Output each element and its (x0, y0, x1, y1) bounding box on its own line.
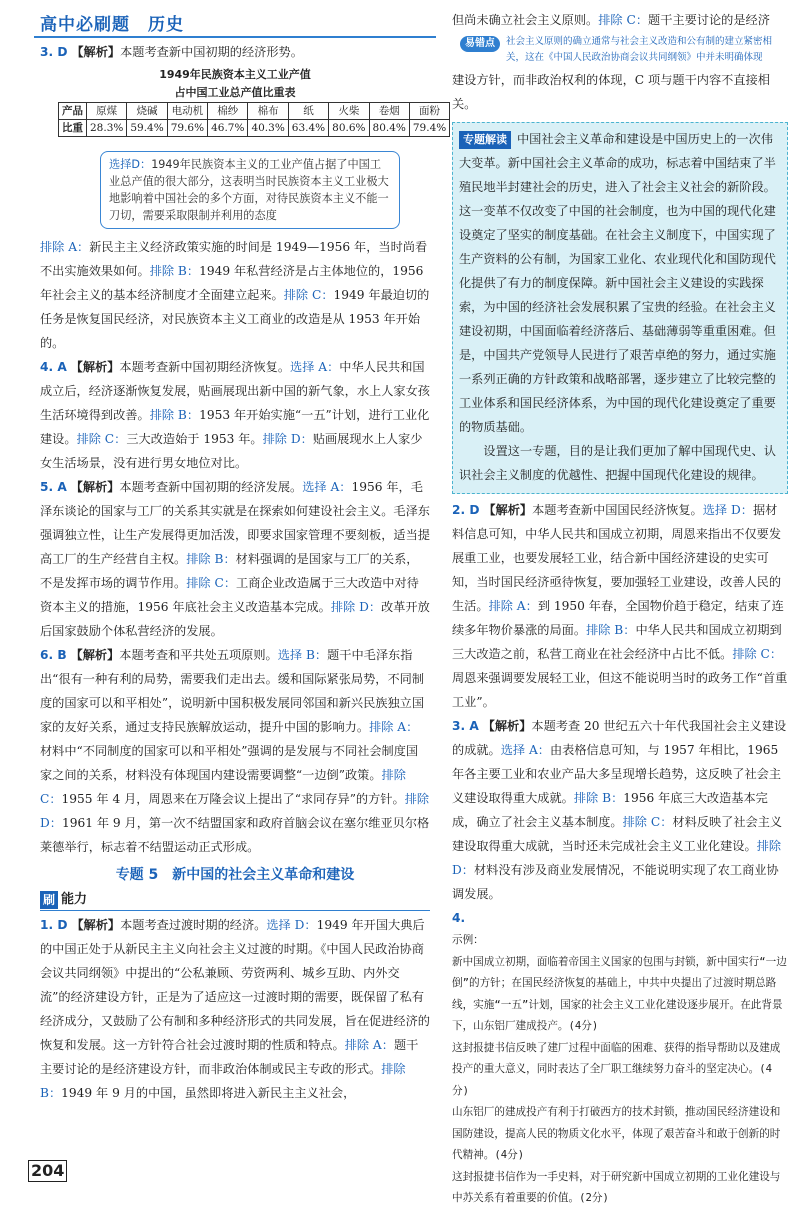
exclude-text: 工商企业改造属于三大改造中对待资本主义的措施，1956 年底社会主义改造基本完成。 (40, 576, 419, 614)
exclude-text: 题干主要讨论的是经济 (648, 13, 770, 27)
select-text: 中华人民共和国成立后，经济逐渐恢复发展，贴画展现出新中国的新气象，水上人家女孩生活环境得到改善。 (40, 360, 430, 422)
answer-3 (40, 40, 447, 355)
exclude-label: 排除 C： (732, 647, 783, 661)
exclude-label: 排除 C： (186, 576, 237, 590)
ability-label: 能力 (61, 891, 88, 907)
select-label: 选择 A： (290, 360, 340, 374)
answer-5 (40, 475, 430, 643)
exclude-text: 1953 年开始实施“一五”计划，进行工业化建设。 (40, 408, 430, 446)
exclude-text: 新民主主义经济政策实施的时间是 1949—1956 年，当时尚看不出实施效果如何。 (40, 240, 428, 278)
example-paragraph: 山东铝厂的建成投产有利于打破西方的技术封锁，推动国民经济建设和国防建设，提高人民的物质文化水平，体现了艰苦奋斗和敢于创新的时代精神。(4分) (452, 1106, 781, 1161)
exclude-label: 排除 C： (598, 13, 649, 27)
header-title: 高中必刷题 历史 (40, 15, 184, 35)
analysis-tag: 【解析】 (71, 918, 121, 932)
table-cell: 纸 (288, 103, 328, 120)
analysis-tag: 【解析】 (482, 719, 532, 733)
analysis-tag: 【解析】 (70, 360, 120, 374)
table-cell: 46.7% (208, 120, 248, 137)
example-paragraph: 这封报捷书信作为一手史料，对于研究新中国成立初期的工业化建设与中苏关系有着重要的价值。(2分) (452, 1170, 781, 1204)
exclude-text: 1949 年私营经济是占主体地位的，1956 年社会主义的基本经济制度才全面建立起来。 (40, 264, 424, 302)
chart-title-1: 1949年民族资本主义工业产值 (159, 68, 311, 81)
exclude-label: 排除 C： (76, 432, 127, 446)
select-label: 选择 D： (266, 918, 317, 932)
exclude-label: 排除 B： (40, 1062, 406, 1100)
answer-number: 3. D (40, 45, 68, 59)
answer-text: 本题考查新中国初期的经济发展。 (119, 480, 303, 494)
table-cell: 79.6% (167, 120, 207, 137)
exclude-label: 排除 D： (40, 792, 430, 830)
answer-number: 2. D (452, 503, 480, 517)
table-cell: 火柴 (329, 103, 369, 120)
example-paragraph: 这封报捷书信反映了建厂过程中面临的困难、获得的指导帮助以及建成投产的重大意义，同时表达了全厂职工继续努力奋斗的坚定决心。(4分) (452, 1041, 781, 1097)
exclude-text: 贴画展现水上人家少女生活场景，没有进行男女地位对比。 (40, 432, 423, 470)
analysis-tag: 【解析】 (483, 503, 533, 517)
answer-6 (40, 643, 430, 859)
exclude-label: 排除 B： (149, 264, 200, 278)
answer-2 (452, 498, 788, 714)
table-cell: 卷烟 (369, 103, 409, 120)
select-label: 选择 A： (302, 480, 352, 494)
table-cell: 原煤 (87, 103, 127, 120)
answer-number: 4. A (40, 360, 67, 374)
exclude-text: 1955 年 4 月，周恩来在万隆会议上提出了“求同存异”的方针。 (61, 792, 405, 806)
exclude-text: 1956 年底三大改造基本完成，确立了社会主义基本制度。 (452, 791, 768, 829)
table-cell: 电动机 (167, 103, 207, 120)
analysis-tag: 【解析】 (71, 45, 121, 59)
example-answer (452, 930, 788, 1210)
callout-box (100, 151, 400, 229)
exclude-label: 排除 D： (452, 839, 782, 877)
select-label: 选择 D： (702, 503, 753, 517)
table-cell: 面粉 (409, 103, 449, 120)
table-row (59, 120, 450, 137)
exclude-label: 排除 C： (622, 815, 673, 829)
answer-3-right (452, 714, 788, 906)
table-cell: 59.4% (127, 120, 167, 137)
select-label: 选择 A： (500, 743, 550, 757)
ability-bar (40, 889, 430, 911)
answer-text: 本题考查新中国初期的经济形势。 (120, 45, 303, 59)
table-cell: 烧碱 (127, 103, 167, 120)
table-cell: 40.3% (248, 120, 288, 137)
exclude-label: 排除 A： (40, 240, 90, 254)
answer-number: 3. A (452, 719, 479, 733)
header-rule (34, 36, 436, 38)
select-text: 由表格信息可知，与 1957 年相比，1965 年各主要工业和农业产品大多呈现增长趋势，这反映了社会主义建设取得重大成就。 (452, 743, 782, 805)
exclude-label: 排除 A： (369, 720, 419, 734)
answer-4 (40, 355, 430, 475)
exclude-text: 1961 年 9 月，第一次不结盟国家和政府首脑会议在塞尔维亚贝尔格莱德举行，标志着不结盟运动正式形成。 (40, 816, 430, 854)
answer-number: 6. B (40, 648, 67, 662)
select-text: 题干中毛泽东指出“很有一种有利的局势，需要我们走出去。缓和国际紧张局势，不同制度的国家可以和平相处”，说明新中国积极发展同邻国和新兴民族独立国家的友好关系，通过支持民族解放运动，提升中国的影响力。 (40, 648, 425, 734)
exclude-text: 材料强调的是国家与工厂的关系，不是发挥市场的调节作用。 (40, 552, 419, 590)
select-text: 据材料信息可知，中华人民共和国成立初期，周恩来指出不仅要发展重工业，也要发展轻工业，结合新中国经济建设的史实可知，当时国民经济亟待恢复，要加强轻工业建设，改善人民的生活。 (452, 503, 782, 613)
exclude-text: 中华人民共和国成立初期到三大改造之前，私营工商业在社会经济中占比不低。 (452, 623, 782, 661)
select-text: 1949 年开国大典后的中国正处于从新民主主义向社会主义过渡的时期。《中国人民政治协商会议共同纲领》中提出的“公私兼顾、劳资两利、城乡互助、内外交流”的经济建设方针，正是为了适应这一过渡时期的需要，既保留了私有经济成分，又鼓励了公有制和多种经济形式的共同发展，旨在促进经济的恢复和发展。这一方针符合社会过渡时期的性质和特点。 (40, 918, 430, 1052)
topic-interpretation-tag: 专题解读 (459, 131, 511, 149)
error-note (460, 34, 788, 66)
answer-number: 4. (452, 911, 466, 925)
exclude-text: 1949 年 9 月的中国，虽然即将进入新民主主义社会， (61, 1086, 356, 1100)
exclude-label: 排除 D： (330, 600, 382, 614)
topic-interpretation-text: 设置这一专题，目的是让我们更加了解中国现代史、认识社会主义制度的优越性、把握中国现代化建设的规律。 (459, 444, 776, 482)
answer-number: 1. D (40, 918, 68, 932)
table-cell: 79.4% (409, 120, 449, 137)
exclude-label: 排除 B： (573, 791, 624, 805)
exclude-label: 排除 A： (344, 1038, 394, 1052)
answer-text: 本题考查 20 世纪五六十年代我国社会主义建设的成就。 (452, 719, 787, 757)
table-cell: 80.4% (369, 120, 409, 137)
analysis-tag: 【解析】 (70, 648, 120, 662)
left-column (40, 40, 447, 1105)
right-column (452, 8, 788, 1210)
exclude-label: 排除 B： (149, 408, 200, 422)
section-title: 专题 5 新中国的社会主义革命和建设 (115, 867, 355, 883)
answer-text: 本题考查新中国国民经济恢复。 (532, 503, 703, 517)
table-cell: 28.3% (87, 120, 127, 137)
chart-title-2: 占中国工业总产值比重表 (174, 86, 296, 99)
example-head: 示例： (452, 934, 484, 946)
continued-text: 但尚未确立社会主义原则。 (452, 13, 599, 27)
select-text: 1956 年，毛泽东谈论的国家与工厂的关系其实就是在探索如何建设社会主义。毛泽东强调独立性，让生产发展得更加活泼，即要求国家管理不要刻板，适当提高工厂的生产经营自主权。 (40, 480, 430, 566)
error-note-text: 社会主义原则的确立通常与社会主义改造和公有制的建立紧密相关，这在《中国人民政治协商会议共同纲领》中并未明确体现 (506, 36, 773, 63)
error-note-badge: 易错点 (460, 36, 500, 52)
callout-text: 1949年民族资本主义的工业产值占据了中国工业总产值的很大部分，这表明当时民族资本主义工业极大地影响着中国社会的多个方面，对待民族资本主义不能一刀切，需要采取限制并利用的态度 (109, 158, 389, 222)
table-cell: 棉布 (248, 103, 288, 120)
table-cell: 棉纱 (208, 103, 248, 120)
answer-text: 本题考查过渡时期的经济。 (120, 918, 267, 932)
table-cell: 比重 (59, 120, 87, 137)
exclude-text: 题干主要讨论的是经济建设方针，而非政治体制或民主专政的形式。 (40, 1038, 419, 1076)
exclude-label: 排除 B： (186, 552, 236, 566)
exclude-text: 材料没有涉及商业发展情况，不能说明实现了农工商业协调发展。 (452, 863, 779, 901)
topic-interpretation-text: 中国社会主义革命和建设是中国历史上的一次伟大变革。新中国社会主义革命的成功，标志着中国结束了半殖民地半封建社会的历史，进入了社会主义社会的新阶段。这一变革不仅改变了中国的社会制度，也为中国的现代化建设奠定了坚实的制度基础。在社会主义制度下，中国实现了生产资料的公有制，为国家工业化、农业现代化和国防现代化提供了有力的制度保障。新中国社会主义建设的实践探索，为中国的经济社会发展积累了宝贵的经验。在社会主义建设初期，中国面临着经济落后、基础薄弱等重重困难。但是，中国共产党领导人民进行了艰苦卓绝的努力，通过实施一系列正确的方针政策和战略部署，逐步建立了比较完整的工业体系和国民经济体系，为中国的现代化建设奠定了重要的物质基础。 (459, 132, 776, 434)
exclude-text: 材料中“不同制度的国家可以和平相处”强调的是发展与不同社会制度国家之间的关系，材料没有体现国内建设需要调整“一边倒”政策。 (40, 744, 419, 782)
exclude-label: 排除 A： (488, 599, 538, 613)
answer-text: 本题考查新中国初期经济恢复。 (119, 360, 291, 374)
brush-icon: 刷 (40, 891, 58, 909)
example-paragraph: 新中国成立初期，面临着帝国主义国家的包围与封锁，新中国实行“一边倒”的方针；在国民经济恢复的基础上，中共中央提出了过渡时期总路线，实施“一五”计划，国家的社会主义工业化建设逐步展开。在此背景下，山东铝厂建成投产。(4分) (452, 955, 787, 1032)
exclude-label: 排除 C： (283, 288, 334, 302)
exclude-label: 排除 D： (262, 432, 313, 446)
topic-interpretation-panel (452, 122, 788, 494)
exclude-text: 周恩来强调要发展轻工业，但这不能说明当时的政务工作“首重工业”。 (452, 671, 788, 709)
page-number: 204 (28, 1160, 67, 1182)
exclude-text: 到 1950 年春，全国物价趋于稳定，结束了连续多年物价暴涨的局面。 (452, 599, 784, 637)
data-table (58, 102, 450, 137)
exclude-text: 1949 年最迫切的任务是恢复国民经济，对民族资本主义工商业的改造是从 1953 年开始的。 (40, 288, 430, 350)
exclude-label: 排除 B： (586, 623, 636, 637)
answer-1 (40, 913, 430, 1105)
exclude-label: 排除 C： (40, 768, 406, 806)
answer-4-right (452, 906, 788, 1210)
table-header-row (59, 103, 450, 120)
answer-number: 5. A (40, 480, 67, 494)
table-cell: 63.4% (288, 120, 328, 137)
exclude-text: 材料反映了社会主义建设取得重大成就，当时还未完成社会主义工业化建设。 (452, 815, 783, 853)
continued-text: 建设方针，而非政治权利的体现，C 项与题干内容不直接相关。 (452, 73, 770, 111)
exclude-text: 三大改造始于 1953 年。 (126, 432, 263, 446)
table-cell: 产品 (59, 103, 87, 120)
exclude-text: 改革开放后国家鼓励个体私营经济的发展。 (40, 600, 430, 638)
callout-lead: 选择D： (109, 158, 152, 171)
table-cell: 80.6% (329, 120, 369, 137)
analysis-tag: 【解析】 (70, 480, 120, 494)
answer-text: 本题考查和平共处五项原则。 (119, 648, 278, 662)
select-label: 选择 B： (277, 648, 328, 662)
